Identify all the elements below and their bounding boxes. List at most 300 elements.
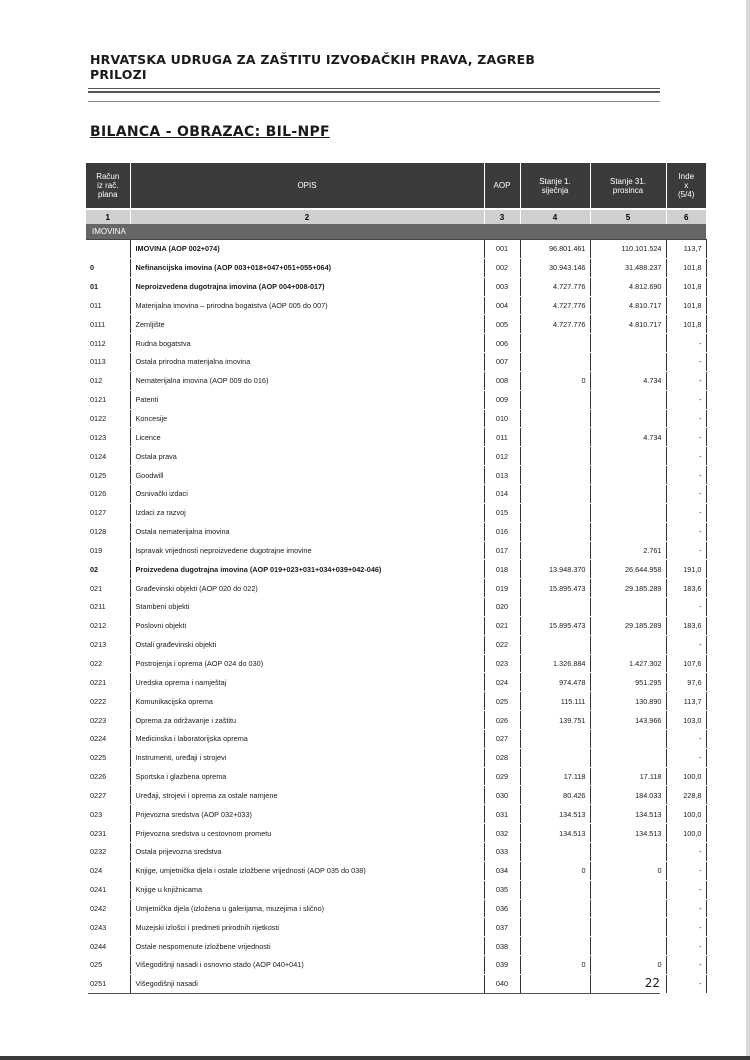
balance-dec-cell [590, 409, 666, 428]
balance-dec-cell [590, 880, 666, 899]
account-code-cell: 0227 [86, 786, 130, 805]
column-header-stanje1 [520, 163, 590, 209]
table-row [86, 748, 706, 767]
column-header-konto-line1: Račun [96, 172, 120, 181]
description-cell: Licence [130, 428, 484, 447]
table-row [86, 277, 706, 296]
balance-jan-cell: 80.426 [520, 786, 590, 805]
balance-dec-cell [590, 899, 666, 918]
description-cell: Prijevozna sredstva (AOP 032+033) [130, 805, 484, 824]
index-cell: 228,8 [666, 786, 706, 805]
account-code-cell: 0121 [86, 390, 130, 409]
column-number: 5 [590, 209, 666, 224]
table-row [86, 692, 706, 711]
balance-dec-cell [590, 598, 666, 617]
index-cell: 100,0 [666, 767, 706, 786]
table-row [86, 334, 706, 353]
balance-jan-cell [520, 974, 590, 993]
table-row [86, 918, 706, 937]
balance-dec-cell: 4.734 [590, 371, 666, 390]
table-row [86, 240, 706, 259]
description-cell: Stambeni objekti [130, 598, 484, 617]
account-code-cell: 011 [86, 296, 130, 315]
balance-jan-cell: 13.948.370 [520, 560, 590, 579]
column-number: 3 [484, 209, 520, 224]
balance-jan-cell [520, 899, 590, 918]
description-cell: Komunikacijska oprema [130, 692, 484, 711]
table-row [86, 560, 706, 579]
balance-jan-cell [520, 447, 590, 466]
table-row [86, 805, 706, 824]
balance-jan-cell [520, 390, 590, 409]
balance-jan-cell [520, 843, 590, 862]
section-label: IMOVINA [86, 224, 706, 240]
account-code-cell: 0232 [86, 843, 130, 862]
aop-cell: 014 [484, 484, 520, 503]
aop-cell: 027 [484, 729, 520, 748]
aop-cell: 017 [484, 541, 520, 560]
table-header-row [86, 163, 706, 209]
account-code-cell: 02 [86, 560, 130, 579]
balance-dec-cell: 110.101.524 [590, 240, 666, 259]
aop-cell: 005 [484, 315, 520, 334]
aop-cell: 026 [484, 711, 520, 730]
balance-dec-cell: 29.185.289 [590, 579, 666, 598]
balance-jan-cell: 1.326.884 [520, 654, 590, 673]
footer-rule [88, 993, 660, 994]
index-cell: - [666, 880, 706, 899]
balance-jan-cell [520, 466, 590, 485]
account-code-cell: 021 [86, 579, 130, 598]
description-cell: Knjige, umjetnička djela i ostale izložbene vrijednosti (AOP 035 do 038) [130, 861, 484, 880]
index-cell: - [666, 409, 706, 428]
index-cell: - [666, 861, 706, 880]
table-row [86, 654, 706, 673]
balance-jan-cell [520, 503, 590, 522]
index-cell: 101,8 [666, 277, 706, 296]
account-code-cell: 0231 [86, 824, 130, 843]
section-row [86, 224, 706, 240]
column-header-index-line2: x [684, 181, 689, 190]
balance-dec-cell: 31.488.237 [590, 258, 666, 277]
table-row [86, 937, 706, 956]
index-cell: - [666, 353, 706, 372]
aop-cell: 023 [484, 654, 520, 673]
index-cell: 107,6 [666, 654, 706, 673]
balance-dec-cell [590, 843, 666, 862]
balance-dec-cell: 17.118 [590, 767, 666, 786]
description-cell: Ostala prijevozna sredstva [130, 843, 484, 862]
aop-cell: 033 [484, 843, 520, 862]
account-code-cell: 0124 [86, 447, 130, 466]
table-row [86, 673, 706, 692]
balance-dec-cell [590, 334, 666, 353]
balance-jan-cell [520, 334, 590, 353]
account-code-cell [86, 240, 130, 259]
description-cell: Umjetnička djela (izložena u galerijama, muzejima i slično) [130, 899, 484, 918]
index-cell: 100,0 [666, 805, 706, 824]
balance-dec-cell [590, 918, 666, 937]
balance-jan-cell [520, 729, 590, 748]
column-header-index [666, 163, 706, 209]
balance-jan-cell [520, 522, 590, 541]
header-rule-lower [88, 101, 660, 102]
aop-cell: 022 [484, 635, 520, 654]
account-code-cell: 0244 [86, 937, 130, 956]
balance-jan-cell: 15.895.473 [520, 616, 590, 635]
column-header-stanje1-line1: Stanje 1. [539, 176, 571, 186]
balance-dec-cell [590, 503, 666, 522]
index-cell: - [666, 899, 706, 918]
account-code-cell: 025 [86, 956, 130, 975]
index-cell: - [666, 937, 706, 956]
index-cell: 103,0 [666, 711, 706, 730]
account-code-cell: 023 [86, 805, 130, 824]
aop-cell: 035 [484, 880, 520, 899]
index-cell: - [666, 956, 706, 975]
account-code-cell: 0226 [86, 767, 130, 786]
table-row [86, 353, 706, 372]
table-row [86, 786, 706, 805]
table-row [86, 843, 706, 862]
balance-jan-cell: 4.727.776 [520, 277, 590, 296]
balance-dec-cell [590, 353, 666, 372]
aop-cell: 008 [484, 371, 520, 390]
table-row [86, 484, 706, 503]
table-row [86, 390, 706, 409]
balance-sheet-table [86, 163, 707, 994]
balance-dec-cell: 26.644.958 [590, 560, 666, 579]
balance-dec-cell: 4.734 [590, 428, 666, 447]
balance-jan-cell: 974.478 [520, 673, 590, 692]
description-cell: Višegodišnji nasadi [130, 974, 484, 993]
aop-cell: 004 [484, 296, 520, 315]
description-cell: IMOVINA (AOP 002+074) [130, 240, 484, 259]
account-code-cell: 0242 [86, 899, 130, 918]
balance-jan-cell: 4.727.776 [520, 315, 590, 334]
table-row [86, 880, 706, 899]
column-number: 1 [86, 209, 130, 224]
balance-dec-cell: 130.890 [590, 692, 666, 711]
table-row [86, 315, 706, 334]
balance-dec-cell [590, 748, 666, 767]
index-cell: - [666, 522, 706, 541]
account-code-cell: 012 [86, 371, 130, 390]
account-code-cell: 0113 [86, 353, 130, 372]
balance-dec-cell: 1.427.302 [590, 654, 666, 673]
aop-cell: 001 [484, 240, 520, 259]
balance-jan-cell [520, 541, 590, 560]
table-row [86, 616, 706, 635]
index-cell: - [666, 541, 706, 560]
balance-dec-cell [590, 390, 666, 409]
account-code-cell: 0128 [86, 522, 130, 541]
description-cell: Uredska oprema i namještaj [130, 673, 484, 692]
table-row [86, 711, 706, 730]
header-rule-thick [88, 91, 660, 93]
page-number: 22 [644, 976, 660, 990]
description-cell: Zemljište [130, 315, 484, 334]
index-cell: - [666, 484, 706, 503]
index-cell: 100,0 [666, 824, 706, 843]
description-cell: Izdaci za razvoj [130, 503, 484, 522]
index-cell: 113,7 [666, 240, 706, 259]
account-code-cell: 0123 [86, 428, 130, 447]
document-header [90, 52, 660, 82]
index-cell: 191,0 [666, 560, 706, 579]
balance-jan-cell: 139.751 [520, 711, 590, 730]
description-cell: Ostala nematerijalna imovina [130, 522, 484, 541]
balance-jan-cell: 17.118 [520, 767, 590, 786]
aop-cell: 040 [484, 974, 520, 993]
aop-cell: 006 [484, 334, 520, 353]
column-header-konto [86, 163, 130, 209]
description-cell: Ostala prirodna materijalna imovina [130, 353, 484, 372]
table-row [86, 767, 706, 786]
balance-dec-cell: 4.810.717 [590, 315, 666, 334]
index-cell: - [666, 390, 706, 409]
aop-cell: 013 [484, 466, 520, 485]
account-code-cell: 0222 [86, 692, 130, 711]
balance-jan-cell [520, 428, 590, 447]
index-cell: - [666, 428, 706, 447]
index-cell: - [666, 729, 706, 748]
description-cell: Oprema za održavanje i zaštitu [130, 711, 484, 730]
aop-cell: 036 [484, 899, 520, 918]
balance-dec-cell [590, 522, 666, 541]
header-subtitle: PRILOZI [90, 67, 147, 82]
balance-jan-cell: 134.513 [520, 824, 590, 843]
table-row [86, 824, 706, 843]
aop-cell: 009 [484, 390, 520, 409]
description-cell: Prijevozna sredstva u cestovnom prometu [130, 824, 484, 843]
account-code-cell: 0224 [86, 729, 130, 748]
column-header-konto-line2: iz rač. [97, 181, 119, 190]
description-cell: Ostala prava [130, 447, 484, 466]
balance-jan-cell [520, 748, 590, 767]
index-cell: - [666, 447, 706, 466]
description-cell: Višegodišnji nasadi i osnovno stado (AOP 040+041) [130, 956, 484, 975]
aop-cell: 037 [484, 918, 520, 937]
balance-dec-cell: 143.966 [590, 711, 666, 730]
account-code-cell: 0125 [86, 466, 130, 485]
account-code-cell: 019 [86, 541, 130, 560]
aop-cell: 016 [484, 522, 520, 541]
column-header-stanje31 [590, 163, 666, 209]
balance-jan-cell [520, 880, 590, 899]
balance-jan-cell: 0 [520, 371, 590, 390]
table-row [86, 428, 706, 447]
table-body [86, 240, 706, 994]
balance-jan-cell: 134.513 [520, 805, 590, 824]
account-code-cell: 0211 [86, 598, 130, 617]
aop-cell: 034 [484, 861, 520, 880]
account-code-cell: 0 [86, 258, 130, 277]
account-code-cell: 022 [86, 654, 130, 673]
account-code-cell: 0111 [86, 315, 130, 334]
aop-cell: 038 [484, 937, 520, 956]
aop-cell: 025 [484, 692, 520, 711]
description-cell: Sportska i glazbena oprema [130, 767, 484, 786]
table-row [86, 956, 706, 975]
aop-cell: 028 [484, 748, 520, 767]
balance-jan-cell: 0 [520, 861, 590, 880]
description-cell: Ostale nespomenute izložbene vrijednosti [130, 937, 484, 956]
column-number: 2 [130, 209, 484, 224]
account-code-cell: 0251 [86, 974, 130, 993]
index-cell: 101,8 [666, 258, 706, 277]
balance-dec-cell: 184.033 [590, 786, 666, 805]
account-code-cell: 0241 [86, 880, 130, 899]
aop-cell: 030 [484, 786, 520, 805]
aop-cell: 018 [484, 560, 520, 579]
description-cell: Materijalna imovina – prirodna bogatstva (AOP 005 do 007) [130, 296, 484, 315]
column-number: 4 [520, 209, 590, 224]
account-code-cell: 0112 [86, 334, 130, 353]
column-header-opis: OPIS [130, 163, 484, 209]
table-row [86, 371, 706, 390]
balance-dec-cell: 4.812.690 [590, 277, 666, 296]
aop-cell: 024 [484, 673, 520, 692]
aop-cell: 015 [484, 503, 520, 522]
description-cell: Neproizvedena dugotrajna imovina (AOP 004+008-017) [130, 277, 484, 296]
table-row [86, 522, 706, 541]
description-cell: Medicinska i laboratorijska oprema [130, 729, 484, 748]
balance-jan-cell: 4.727.776 [520, 296, 590, 315]
description-cell: Muzejski izlošci i predmeti prirodnih rijetkosti [130, 918, 484, 937]
balance-dec-cell: 2.761 [590, 541, 666, 560]
section-title: BILANCA - OBRAZAC: BIL-NPF [90, 124, 330, 140]
balance-dec-cell: 951.295 [590, 673, 666, 692]
index-cell: 113,7 [666, 692, 706, 711]
index-cell: - [666, 503, 706, 522]
balance-jan-cell: 15.895.473 [520, 579, 590, 598]
index-cell: - [666, 466, 706, 485]
balance-dec-cell [590, 484, 666, 503]
index-cell: - [666, 918, 706, 937]
balance-jan-cell: 96.801.461 [520, 240, 590, 259]
balance-jan-cell: 30.943.146 [520, 258, 590, 277]
column-header-index-line3: (5/4) [678, 190, 695, 199]
balance-dec-cell: 134.513 [590, 805, 666, 824]
table-row [86, 409, 706, 428]
column-header-stanje31-line1: Stanje 31. [609, 176, 647, 186]
column-header-konto-line3: plana [97, 190, 118, 199]
aop-cell: 011 [484, 428, 520, 447]
description-cell: Goodwill [130, 466, 484, 485]
account-code-cell: 0243 [86, 918, 130, 937]
balance-jan-cell [520, 598, 590, 617]
balance-dec-cell: 29.185.289 [590, 616, 666, 635]
account-code-cell: 0126 [86, 484, 130, 503]
index-cell: - [666, 371, 706, 390]
table-row [86, 503, 706, 522]
column-number-row [86, 209, 706, 224]
index-cell: - [666, 598, 706, 617]
balance-dec-cell [590, 466, 666, 485]
balance-jan-cell: 0 [520, 956, 590, 975]
balance-jan-cell [520, 937, 590, 956]
index-cell: 101,8 [666, 296, 706, 315]
aop-cell: 032 [484, 824, 520, 843]
table-row [86, 296, 706, 315]
aop-cell: 039 [484, 956, 520, 975]
table-row [86, 447, 706, 466]
description-cell: Knjige u knjižnicama [130, 880, 484, 899]
balance-jan-cell [520, 635, 590, 654]
account-code-cell: 01 [86, 277, 130, 296]
balance-dec-cell: 0 [590, 861, 666, 880]
account-code-cell: 0223 [86, 711, 130, 730]
balance-dec-cell: 4.810.717 [590, 296, 666, 315]
index-cell: 183,6 [666, 616, 706, 635]
description-cell: Instrumenti, uređaji i strojevi [130, 748, 484, 767]
aop-cell: 020 [484, 598, 520, 617]
aop-cell: 021 [484, 616, 520, 635]
header-rule [88, 88, 660, 89]
table-row [86, 466, 706, 485]
account-code-cell: 024 [86, 861, 130, 880]
description-cell: Poslovni objekti [130, 616, 484, 635]
description-cell: Ostali građevinski objekti [130, 635, 484, 654]
balance-jan-cell [520, 484, 590, 503]
account-code-cell: 0212 [86, 616, 130, 635]
index-cell: 97,6 [666, 673, 706, 692]
description-cell: Proizvedena dugotrajna imovina (AOP 019+023+031+034+039+042-046) [130, 560, 484, 579]
aop-cell: 002 [484, 258, 520, 277]
table-row [86, 258, 706, 277]
column-header-aop: AOP [484, 163, 520, 209]
description-cell: Uređaji, strojevi i oprema za ostale namjene [130, 786, 484, 805]
balance-jan-cell [520, 409, 590, 428]
table-row [86, 729, 706, 748]
account-code-cell: 0122 [86, 409, 130, 428]
aop-cell: 031 [484, 805, 520, 824]
aop-cell: 010 [484, 409, 520, 428]
table-row [86, 861, 706, 880]
balance-dec-cell [590, 729, 666, 748]
index-cell: 183,6 [666, 579, 706, 598]
index-cell: - [666, 748, 706, 767]
description-cell: Koncesije [130, 409, 484, 428]
description-cell: Građevinski objekti (AOP 020 do 022) [130, 579, 484, 598]
account-code-cell: 0213 [86, 635, 130, 654]
description-cell: Postrojenja i oprema (AOP 024 do 030) [130, 654, 484, 673]
aop-cell: 003 [484, 277, 520, 296]
index-cell: - [666, 334, 706, 353]
page-edge-right [746, 0, 750, 1060]
index-cell: - [666, 974, 706, 993]
description-cell: Rudna bogatstva [130, 334, 484, 353]
description-cell: Ispravak vrijednosti neproizvedene dugotrajne imovine [130, 541, 484, 560]
column-header-stanje31-line2: prosinca [612, 185, 644, 195]
description-cell: Patenti [130, 390, 484, 409]
balance-jan-cell: 115.111 [520, 692, 590, 711]
balance-dec-cell [590, 635, 666, 654]
balance-jan-cell [520, 353, 590, 372]
table-row [86, 598, 706, 617]
account-code-cell: 0221 [86, 673, 130, 692]
aop-cell: 019 [484, 579, 520, 598]
balance-dec-cell: 0 [590, 956, 666, 975]
column-header-index-line1: Inde [678, 172, 695, 181]
aop-cell: 029 [484, 767, 520, 786]
column-number: 6 [666, 209, 706, 224]
description-cell: Nematerijalna imovina (AOP 009 do 016) [130, 371, 484, 390]
table-row [86, 541, 706, 560]
description-cell: Osnivački izdaci [130, 484, 484, 503]
account-code-cell: 0127 [86, 503, 130, 522]
